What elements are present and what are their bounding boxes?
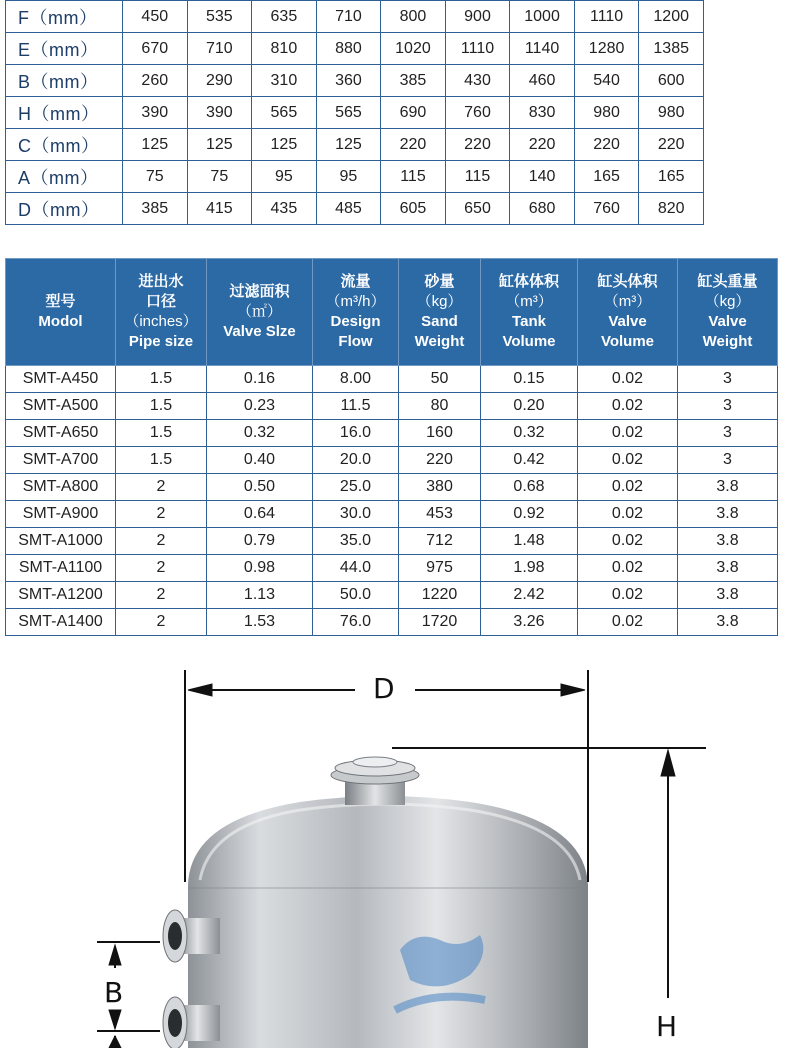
- dimension-table: [5, 0, 704, 225]
- dimension-cell: 1110: [445, 33, 510, 65]
- dimension-cell: 95: [316, 161, 381, 193]
- dimension-cell: 140: [510, 161, 575, 193]
- spec-header-line: Design: [330, 313, 381, 330]
- spec-header-line: Volume: [502, 333, 556, 350]
- spec-cell: 0.32: [481, 420, 578, 447]
- dimension-cell: 540: [574, 65, 639, 97]
- spec-cell: 712: [399, 528, 481, 555]
- spec-cell: 2: [116, 555, 207, 582]
- spec-cell: 11.5: [313, 393, 399, 420]
- model-cell: SMT-A500: [6, 393, 116, 420]
- dimension-cell: 385: [381, 65, 446, 97]
- dimension-cell: 600: [639, 65, 704, 97]
- dimension-row: [6, 65, 704, 97]
- dimension-cell: 220: [381, 129, 446, 161]
- spec-cell: 0.02: [578, 501, 678, 528]
- dimension-cell: 810: [252, 33, 317, 65]
- spec-cell: 1.13: [207, 582, 313, 609]
- spec-cell: 453: [399, 501, 481, 528]
- spec-cell: 0.02: [578, 447, 678, 474]
- dimension-cell: 165: [574, 161, 639, 193]
- spec-cell: 80: [399, 393, 481, 420]
- spec-header-line: （kg）: [416, 293, 463, 310]
- dimension-table-section: [5, 0, 704, 225]
- dimension-cell: 670: [123, 33, 188, 65]
- dimension-cell: 820: [639, 193, 704, 225]
- spec-cell: 0.68: [481, 474, 578, 501]
- dimension-cell: 760: [574, 193, 639, 225]
- dimension-cell: 1385: [639, 33, 704, 65]
- spec-cell: 1.48: [481, 528, 578, 555]
- spec-cell: 0.02: [578, 582, 678, 609]
- dimension-cell: 565: [252, 97, 317, 129]
- spec-row: [6, 582, 778, 609]
- spec-cell: 2.42: [481, 582, 578, 609]
- spec-cell: 0.32: [207, 420, 313, 447]
- spec-row: [6, 393, 778, 420]
- spec-cell: 2: [116, 474, 207, 501]
- spec-cell: 1220: [399, 582, 481, 609]
- spec-header-line: Tank: [512, 313, 546, 330]
- spec-cell: 3: [678, 366, 778, 393]
- spec-header-line: Valve Slze: [223, 323, 296, 340]
- spec-cell: 1.53: [207, 609, 313, 636]
- spec-cell: 0.98: [207, 555, 313, 582]
- spec-table-body: [6, 366, 778, 636]
- spec-header-line: Weight: [702, 333, 753, 350]
- spec-header-line: Sand: [421, 313, 458, 330]
- dimension-cell: 680: [510, 193, 575, 225]
- dimension-d-label: D: [373, 672, 395, 705]
- dimension-cell: 900: [445, 1, 510, 33]
- spec-cell: 0.50: [207, 474, 313, 501]
- spec-cell: 3: [678, 447, 778, 474]
- spec-cell: 0.64: [207, 501, 313, 528]
- spec-header-line: Flow: [338, 333, 373, 350]
- spec-header-cell: [578, 259, 678, 366]
- spec-cell: 2: [116, 609, 207, 636]
- dimension-cell: 485: [316, 193, 381, 225]
- spec-header-line: Valve: [608, 313, 647, 330]
- dimension-cell: 75: [187, 161, 252, 193]
- spec-table: [5, 258, 778, 636]
- spec-cell: 16.0: [313, 420, 399, 447]
- model-cell: SMT-A1200: [6, 582, 116, 609]
- dimension-cell: 220: [510, 129, 575, 161]
- spec-cell: 3.8: [678, 582, 778, 609]
- spec-cell: 0.02: [578, 555, 678, 582]
- dimension-cell: 980: [574, 97, 639, 129]
- spec-header-line: Modol: [38, 313, 83, 330]
- dimension-b-label: B: [104, 976, 124, 1009]
- tank-dome: [188, 796, 588, 1048]
- spec-cell: 975: [399, 555, 481, 582]
- spec-row: [6, 420, 778, 447]
- spec-table-section: [5, 258, 777, 636]
- spec-cell: 0.15: [481, 366, 578, 393]
- spec-cell: 1.98: [481, 555, 578, 582]
- dimension-row: [6, 161, 704, 193]
- spec-header-cell: [207, 259, 313, 366]
- dimension-cell: 125: [252, 129, 317, 161]
- model-cell: SMT-A1000: [6, 528, 116, 555]
- spec-header-line: 缸体体积: [498, 273, 559, 290]
- model-cell: SMT-A1100: [6, 555, 116, 582]
- spec-header-line: 流量: [340, 273, 371, 290]
- spec-cell: 25.0: [313, 474, 399, 501]
- spec-cell: 0.02: [578, 393, 678, 420]
- dimension-cell: 435: [252, 193, 317, 225]
- dimension-cell: 125: [316, 129, 381, 161]
- dimension-table-body: [6, 1, 704, 225]
- spec-cell: 0.02: [578, 474, 678, 501]
- spec-cell: 50.0: [313, 582, 399, 609]
- spec-cell: 1.5: [116, 393, 207, 420]
- dimension-cell: 1200: [639, 1, 704, 33]
- spec-header-line: 缸头体积: [597, 273, 658, 290]
- spec-cell: 3.8: [678, 555, 778, 582]
- dimension-row: [6, 1, 704, 33]
- spec-cell: 3.8: [678, 474, 778, 501]
- dimension-row-label: A（mm）: [6, 161, 123, 193]
- dimension-cell: 635: [252, 1, 317, 33]
- dimension-cell: 390: [187, 97, 252, 129]
- spec-header-line: （㎡）: [236, 303, 282, 320]
- spec-header-line: 进出水: [138, 273, 184, 290]
- spec-cell: 35.0: [313, 528, 399, 555]
- spec-cell: 0.42: [481, 447, 578, 474]
- dimension-cell: 220: [639, 129, 704, 161]
- spec-cell: 1.5: [116, 447, 207, 474]
- tank-diagram: [0, 650, 786, 1048]
- spec-cell: 0.79: [207, 528, 313, 555]
- spec-table-header-row: [6, 259, 778, 366]
- dimension-cell: 710: [316, 1, 381, 33]
- dimension-cell: 290: [187, 65, 252, 97]
- dimension-cell: 565: [316, 97, 381, 129]
- spec-row: [6, 366, 778, 393]
- spec-row: [6, 501, 778, 528]
- dimension-cell: 390: [123, 97, 188, 129]
- dimension-cell: 115: [445, 161, 510, 193]
- spec-cell: 2: [116, 528, 207, 555]
- spec-cell: 3: [678, 393, 778, 420]
- spec-cell: 0.23: [207, 393, 313, 420]
- spec-cell: 2: [116, 501, 207, 528]
- model-cell: SMT-A1400: [6, 609, 116, 636]
- spec-cell: 0.02: [578, 420, 678, 447]
- dimension-cell: 220: [574, 129, 639, 161]
- spec-cell: 76.0: [313, 609, 399, 636]
- dimension-cell: 880: [316, 33, 381, 65]
- spec-cell: 0.02: [578, 366, 678, 393]
- dimension-cell: 1000: [510, 1, 575, 33]
- dimension-cell: 800: [381, 1, 446, 33]
- spec-row: [6, 609, 778, 636]
- spec-row: [6, 528, 778, 555]
- spec-cell: 1.5: [116, 366, 207, 393]
- spec-cell: 50: [399, 366, 481, 393]
- spec-header-line: （m³/h）: [325, 293, 386, 310]
- dimension-cell: 460: [510, 65, 575, 97]
- spec-cell: 3.8: [678, 528, 778, 555]
- dimension-row: [6, 193, 704, 225]
- dimension-cell: 535: [187, 1, 252, 33]
- spec-header-cell: [399, 259, 481, 366]
- spec-header-cell: [116, 259, 207, 366]
- dimension-cell: 95: [252, 161, 317, 193]
- spec-cell: 0.92: [481, 501, 578, 528]
- spec-header-line: 砂量: [424, 273, 455, 290]
- dimension-cell: 830: [510, 97, 575, 129]
- spec-row: [6, 447, 778, 474]
- spec-cell: 2: [116, 582, 207, 609]
- dimension-cell: 220: [445, 129, 510, 161]
- spec-header-line: （m³）: [603, 293, 652, 310]
- dimension-cell: 605: [381, 193, 446, 225]
- dimension-cell: 450: [123, 1, 188, 33]
- spec-cell: 380: [399, 474, 481, 501]
- dimension-cell: 75: [123, 161, 188, 193]
- spec-cell: 220: [399, 447, 481, 474]
- spec-row: [6, 474, 778, 501]
- spec-header-cell: [6, 259, 116, 366]
- dimension-row-label: E（mm）: [6, 33, 123, 65]
- spec-header-line: Volume: [600, 333, 655, 350]
- dimension-cell: 1140: [510, 33, 575, 65]
- spec-cell: 3: [678, 420, 778, 447]
- spec-cell: 30.0: [313, 501, 399, 528]
- model-cell: SMT-A650: [6, 420, 116, 447]
- spec-header-cell: [678, 259, 778, 366]
- dimension-cell: 115: [381, 161, 446, 193]
- spec-cell: 0.40: [207, 447, 313, 474]
- spec-header-line: 过滤面积: [229, 283, 290, 300]
- spec-cell: 160: [399, 420, 481, 447]
- model-cell: SMT-A800: [6, 474, 116, 501]
- dimension-cell: 980: [639, 97, 704, 129]
- dimension-cell: 125: [187, 129, 252, 161]
- dimension-cell: 1110: [574, 1, 639, 33]
- model-cell: SMT-A450: [6, 366, 116, 393]
- spec-cell: 3.8: [678, 501, 778, 528]
- dimension-row-label: H（mm）: [6, 97, 123, 129]
- dimension-row-label: D（mm）: [6, 193, 123, 225]
- dimension-row: [6, 129, 704, 161]
- dimension-cell: 385: [123, 193, 188, 225]
- dimension-cell: 690: [381, 97, 446, 129]
- dimension-row: [6, 97, 704, 129]
- spec-header-line: 型号: [45, 293, 76, 310]
- spec-row: [6, 555, 778, 582]
- dimension-cell: 430: [445, 65, 510, 97]
- dimension-cell: 760: [445, 97, 510, 129]
- spec-cell: 0.20: [481, 393, 578, 420]
- spec-cell: 1.5: [116, 420, 207, 447]
- dimension-cell: 260: [123, 65, 188, 97]
- dimension-cell: 415: [187, 193, 252, 225]
- spec-header-line: （kg）: [704, 293, 751, 310]
- spec-header-line: （inches）: [124, 313, 198, 330]
- spec-header-line: Pipe size: [128, 333, 194, 350]
- spec-cell: 0.02: [578, 528, 678, 555]
- model-cell: SMT-A900: [6, 501, 116, 528]
- dimension-row-label: B（mm）: [6, 65, 123, 97]
- dimension-cell: 165: [639, 161, 704, 193]
- spec-header-line: Weight: [414, 333, 465, 350]
- dimension-row: [6, 33, 704, 65]
- spec-cell: 44.0: [313, 555, 399, 582]
- spec-cell: 20.0: [313, 447, 399, 474]
- spec-cell: 8.00: [313, 366, 399, 393]
- dimension-h-label: H: [656, 1010, 678, 1043]
- spec-header-line: Valve: [708, 313, 747, 330]
- dimension-row-label: F（mm）: [6, 1, 123, 33]
- model-cell: SMT-A700: [6, 447, 116, 474]
- spec-header-line: 口径: [145, 293, 176, 310]
- dimension-cell: 360: [316, 65, 381, 97]
- dimension-cell: 1020: [381, 33, 446, 65]
- spec-cell: 0.02: [578, 609, 678, 636]
- dimension-cell: 710: [187, 33, 252, 65]
- spec-cell: 3.8: [678, 609, 778, 636]
- spec-cell: 0.16: [207, 366, 313, 393]
- spec-header-line: （m³）: [505, 293, 553, 310]
- dimension-row-label: C（mm）: [6, 129, 123, 161]
- dimension-cell: 310: [252, 65, 317, 97]
- spec-header-cell: [481, 259, 578, 366]
- spec-header-cell: [313, 259, 399, 366]
- spec-header-line: 缸头重量: [697, 273, 758, 290]
- spec-cell: 3.26: [481, 609, 578, 636]
- dimension-cell: 650: [445, 193, 510, 225]
- dimension-cell: 125: [123, 129, 188, 161]
- dimension-cell: 1280: [574, 33, 639, 65]
- spec-cell: 1720: [399, 609, 481, 636]
